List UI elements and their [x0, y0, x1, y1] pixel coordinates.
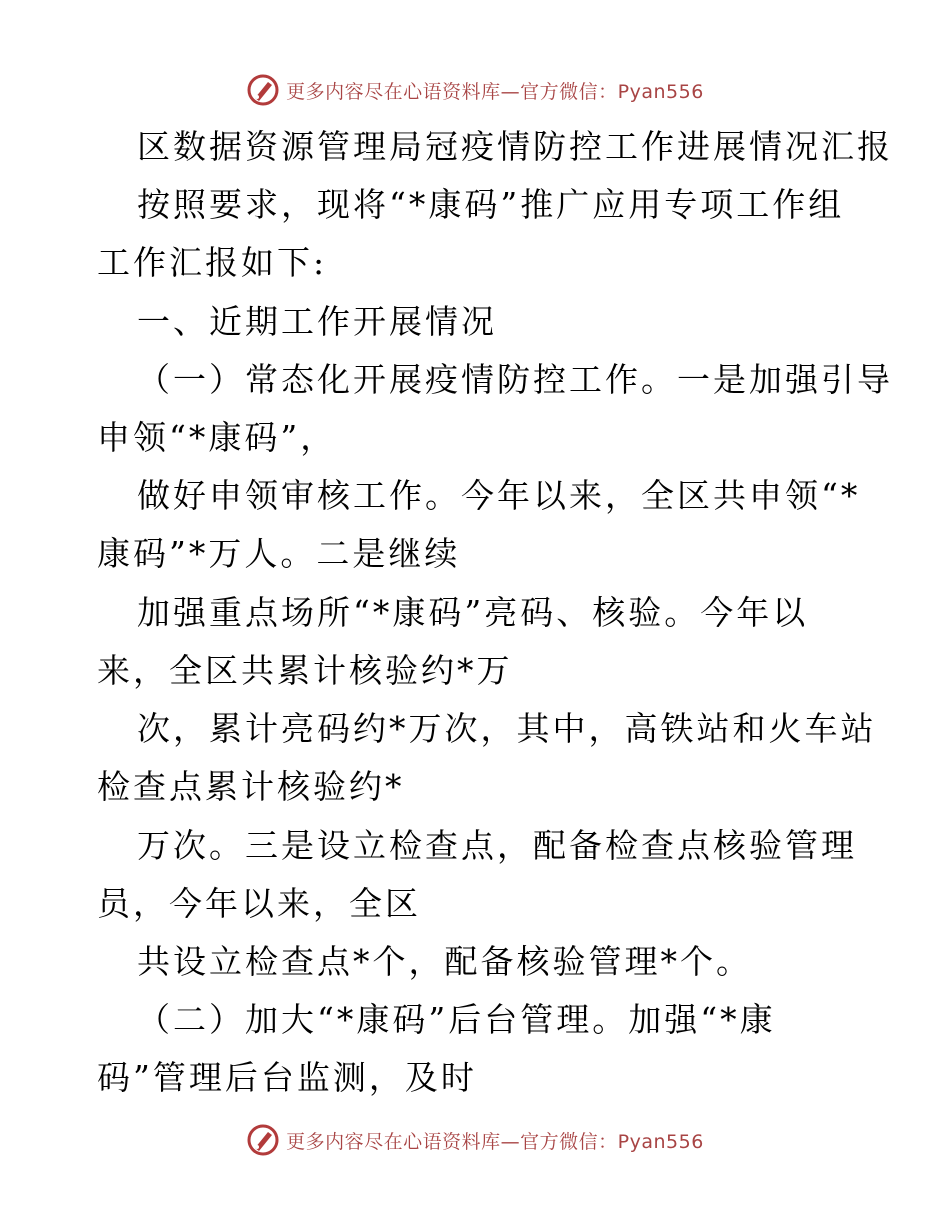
footer-watermark [0, 1120, 950, 1160]
pen-logo-icon [246, 73, 280, 107]
document-title: 区数据资源管理局冠疫情防控工作进展情况汇报 [137, 127, 893, 166]
paragraph-line: 共设立检查点*个，配备核验管理*个。 [137, 942, 752, 981]
section-heading: 一、近期工作开展情况 [137, 302, 497, 341]
paragraph-line: 加强重点场所“*康码”亮码、核验。今年以 [137, 593, 809, 632]
subsection-heading: （一）常态化开展疫情防控工作。一是加强引导 [137, 360, 893, 399]
paragraph-line: 万次。三是设立检查点，配备检查点核验管理 [137, 826, 857, 865]
subsection-heading: （二）加大“*康码”后台管理。加强“*康 [137, 1000, 776, 1039]
paragraph-line: 次，累计亮码约*万次，其中，高铁站和火车站 [137, 709, 877, 748]
pen-logo-icon [246, 1123, 280, 1157]
paragraph-line: 康码”*万人。二是继续 [97, 534, 461, 573]
paragraph-line: 做好申领审核工作。今年以来，全区共申领“* [137, 476, 861, 515]
paragraph-line: 来，全区共累计核验约*万 [97, 651, 513, 690]
paragraph-line: 员，今年以来，全区 [97, 884, 421, 923]
watermark-text: 更多内容尽在心语资料库—官方微信：Pyan556 [286, 80, 704, 103]
paragraph-line: 按照要求，现将“*康码”推广应用专项工作组 [137, 185, 845, 224]
paragraph-line: 申领“*康码”， [97, 418, 337, 457]
header-watermark [0, 70, 950, 110]
watermark-text: 更多内容尽在心语资料库—官方微信：Pyan556 [286, 1130, 704, 1153]
paragraph-line: 码”管理后台监测，及时 [97, 1058, 477, 1097]
paragraph-line: 工作汇报如下: [97, 243, 328, 282]
paragraph-line: 检查点累计核验约* [97, 767, 405, 806]
